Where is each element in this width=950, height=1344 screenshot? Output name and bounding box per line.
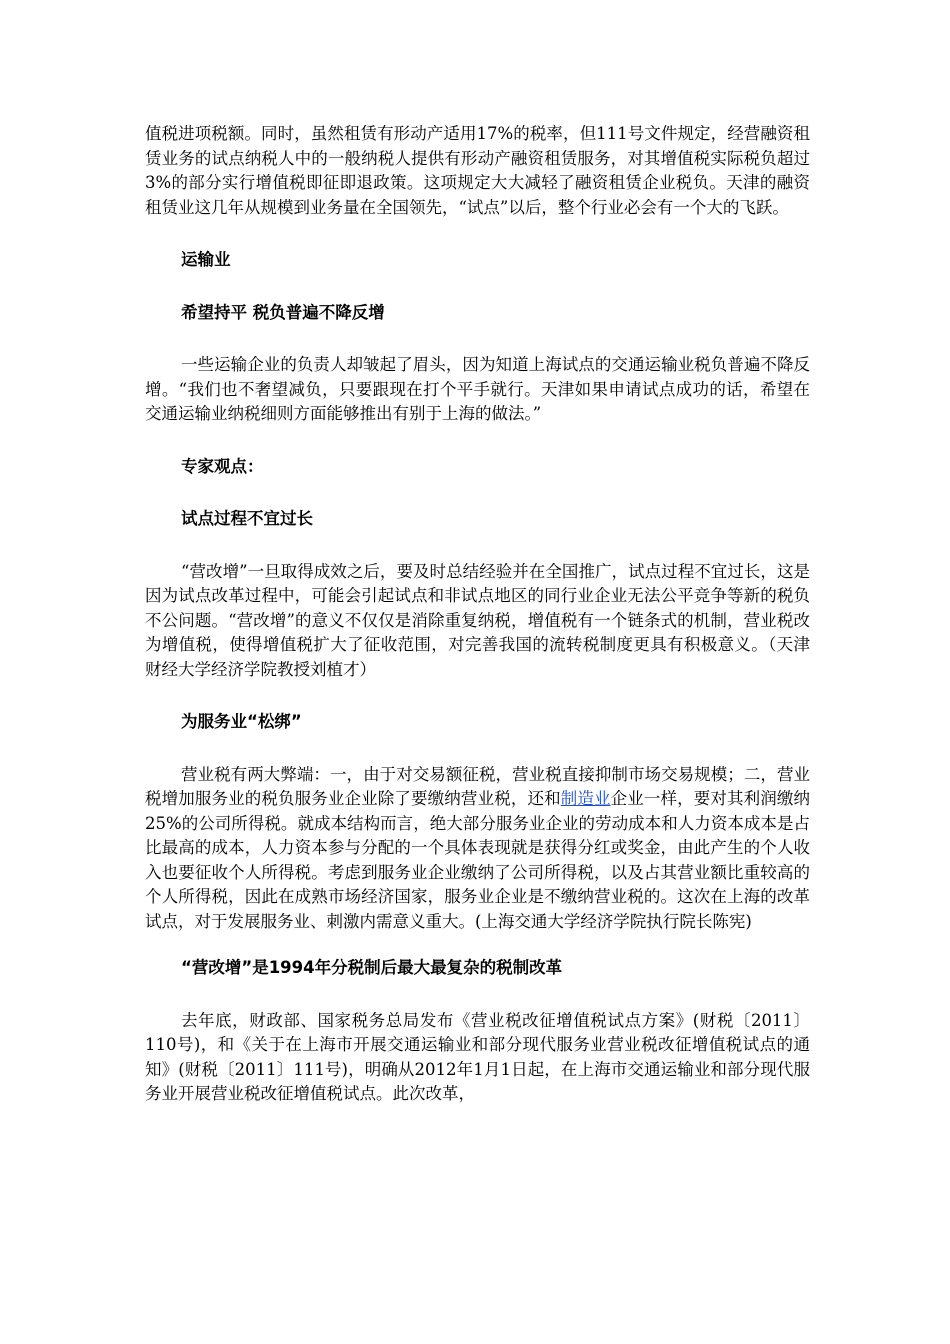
paragraph-pilot-duration: “营改增”一旦取得成效之后，要及时总结经验并在全国推广，试点过程不宜过长，这是因为试点改革过程中，可能会引起试点和非试点地区的同行业企业无法公平竞争等新的税负不公问题。“营改增”的意义不仅仅是消除重复纳税，增值税有一个链条式的机制，营业税改为增值税，使得增值税扩大了征收范围，对完善我国的流转税制度更具有积极意义。（天津财经大学经济学院教授刘植才） xyxy=(145,561,810,679)
paragraph-continuation: 值税进项税额。同时，虽然租赁有形动产适用17%的税率，但111号文件规定，经营融资租赁业务的试点纳税人中的一般纳税人提供有形动产融资租赁服务，对其增值税实际税负超过3%的部分实行增值税即征即退政策。这项规定大大减轻了融资租赁企业税负。天津的融资租赁业这几年从规模到业务量在全国领先，“试点”以后，整个行业必会有一个大的飞跃。 xyxy=(145,124,810,217)
paragraph-service-industry xyxy=(145,763,810,935)
section-heading-transport: 运输业 xyxy=(181,250,231,269)
subheading-pilot-duration: 试点过程不宜过长 xyxy=(181,509,313,528)
paragraph-text-part1: 营业税有两大弊端：一，由于对交易额征税，营业税直接抑制市场交易规模；二，营业税增加服务业的税负服务业企业除了要缴纳营业税，还和 xyxy=(145,764,810,808)
subheading-tax-reform-1994: “营改增”是1994年分税制后最大最复杂的税制改革 xyxy=(181,958,563,977)
manufacturing-link[interactable]: 制造业 xyxy=(560,789,611,808)
paragraph-text-part2: 企业一样，要对其利润缴纳25%的公司所得税。就成本结构而言，绝大部分服务业企业的劳动成本和人力资本成本是占比最高的成本，人力资本参与分配的一个具体表现就是获得分红或奖金，由此产生的个人收入也要征收个人所得税。考虑到服务业企业缴纳了公司所得税，以及占其营业额比重较高的个人所得税，因此在成熟市场经济国家，服务业企业是不缴纳营业税的。这次在上海的改革试点，对于发展服务业、刺激内需意义重大。(上海交通大学经济学院执行院长陈宪) xyxy=(145,789,811,931)
paragraph-reform-announcement: 去年底，财政部、国家税务总局发布《营业税改征增值税试点方案》(财税〔2011〕110号)，和《关于在上海市开展交通运输业和部分现代服务业营业税改征增值税试点的通知》(财税〔2011〕111号)，明确从2012年1月1日起，在上海市交通运输业和部分现代服务业开展营业税改征增值税试点。此次改革， xyxy=(145,1010,810,1103)
article-body xyxy=(145,122,810,1107)
paragraph-transport: 一些运输企业的负责人却皱起了眉头，因为知道上海试点的交通运输业税负普遍不降反增。“我们也不奢望减负，只要跟现在打个平手就行。天津如果申请试点成功的话，希望在交通运输业纳税细则方面能够推出有别于上海的做法。” xyxy=(145,355,810,423)
subheading-service-industry: 为服务业“松绑” xyxy=(181,712,302,731)
subheading-tax-burden: 希望持平 税负普遍不降反增 xyxy=(181,302,385,322)
section-heading-expert-views: 专家观点： xyxy=(181,456,264,476)
